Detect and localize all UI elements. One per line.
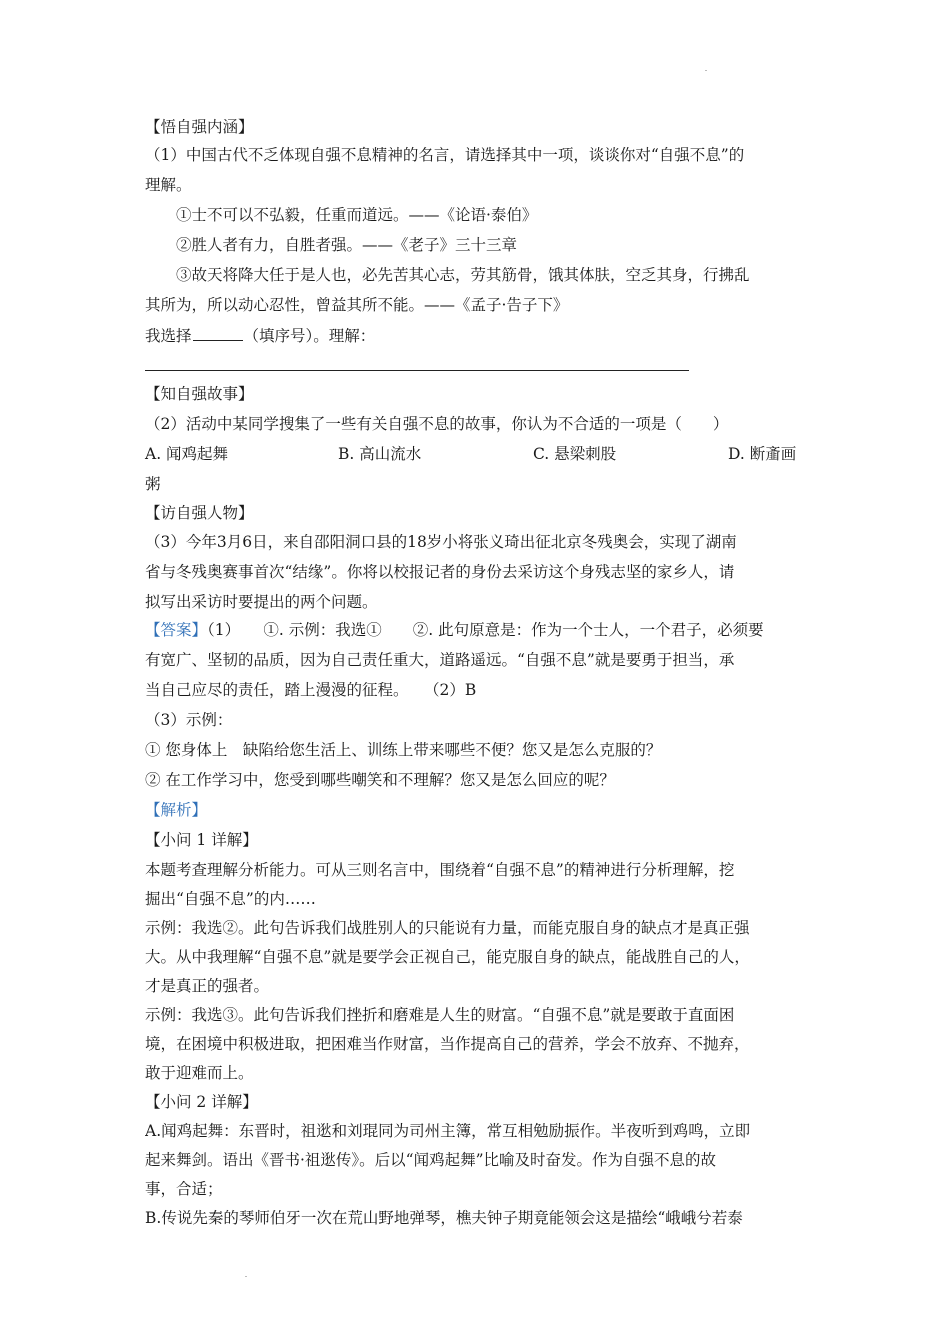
option-b: B. 高山流水 [338, 445, 422, 463]
option-d-continued: 粥 [145, 475, 161, 493]
option-d: D. 断齑画 [728, 445, 797, 463]
analysis-line: B.传说先秦的琴师伯牙一次在荒山野地弹琴，樵夫钟子期竟能领会这是描绘“峨峨兮若泰 [145, 1209, 743, 1227]
answer-line: （3）示例： [145, 711, 233, 729]
q1-text-line: 理解。 [145, 176, 192, 194]
analysis-line: A.闻鸡起舞：东晋时，祖逖和刘琨同为司州主簿，常互相勉励振作。半夜听到鸡鸣，立即 [145, 1122, 751, 1140]
bottom-corner-mark [245, 1276, 247, 1277]
analysis-line: 示例：我选③。此句告诉我们挫折和磨难是人生的财富。“自强不息”就是要敢于直面困 [145, 1006, 735, 1024]
answer-blank [193, 326, 243, 341]
top-corner-mark [705, 70, 707, 71]
choice-suffix: （填序号）。理解： [243, 327, 376, 345]
option-a: A. 闻鸡起舞 [145, 445, 229, 463]
analysis-line: 示例：我选②。此句告诉我们战胜别人的只能说有力量，而能克服自身的缺点才是真正强 [145, 919, 750, 937]
section-heading-2: 【知自强故事】 [145, 385, 254, 403]
analysis-label: 【解析】 [145, 801, 208, 819]
answer-line [145, 620, 810, 640]
section-heading-3: 【访自强人物】 [145, 504, 254, 522]
analysis-line: 事，合适； [145, 1180, 223, 1198]
q1-text-line: （1）中国古代不乏体现自强不息精神的名言，请选择其中一项，谈谈你对“自强不息”的 [145, 146, 745, 164]
answer-label: 【答案】 [145, 621, 208, 639]
q3-text-line: （3）今年3月6日，来自邵阳洞口县的18岁小将张义琦出征北京冬残奥会，实现了湖南 [145, 533, 737, 551]
q3-text-line: 拟写出采访时要提出的两个问题。 [145, 593, 378, 611]
analysis-line: 境，在困境中积极进取，把困难当作财富，当作提高自己的营养，学会不放弃、不抛弃， [145, 1035, 750, 1053]
answer-line: ① 您身体上 缺陷给您生活上、训练上带来哪些不便？您又是怎么克服的？ [145, 741, 662, 759]
answer-line: 当自己应尽的责任，踏上漫漫的征程。 （2）B [145, 681, 477, 699]
analysis-line: 掘出“自强不息”的内…… [145, 890, 316, 908]
answer-line: ② 在工作学习中，您受到哪些嘲笑和不理解？您又是怎么回应的呢？ [145, 771, 615, 789]
analysis-line: 本题考查理解分析能力。可从三则名言中，围绕着“自强不息”的精神进行分析理解，挖 [145, 861, 735, 879]
q3-text-line: 省与冬残奥赛事首次“结缘”。你将以校报记者的身份去采访这个身残志坚的家乡人，请 [145, 563, 735, 581]
sub-heading-2: 【小问 2 详解】 [145, 1093, 258, 1111]
choice-prefix: 我选择 [145, 327, 192, 345]
choice-line [145, 326, 810, 346]
option-c: C. 悬梁刺股 [533, 445, 617, 463]
analysis-line: 大。从中我理解“自强不息”就是要学会正视自己，能克服自身的缺点，能战胜自己的人， [145, 948, 750, 966]
q2-stem: （2）活动中某同学搜集了一些有关自强不息的故事，你认为不合适的一项是（ ） [145, 415, 729, 433]
sub-heading-1: 【小问 1 详解】 [145, 831, 258, 849]
answer-text: （1） ①. 示例：我选① ②. 此句原意是：作为一个士人，一个君子，必须要 [207, 621, 764, 639]
analysis-line: 起来舞剑。语出《晋书·祖逖传》。后以“闻鸡起舞”比喻及时奋发。作为自强不息的故 [145, 1151, 717, 1169]
section-heading-1: 【悟自强内涵】 [145, 118, 254, 136]
analysis-line: 才是真正的强者。 [145, 977, 270, 995]
answer-line: 有宽广、坚韧的品质，因为自己责任重大，道路遥远。“自强不息”就是要勇于担当，承 [145, 651, 735, 669]
quote-2: ②胜人者有力，自胜者强。——《老子》三十三章 [176, 236, 518, 254]
quote-3-line: 其所为，所以动心忍性，曾益其所不能。——《孟子·告子下》 [145, 296, 569, 314]
analysis-line: 敢于迎难而上。 [145, 1064, 254, 1082]
answer-underline [145, 370, 689, 371]
quote-1: ①士不可以不弘毅，任重而道远。——《论语·泰伯》 [176, 206, 538, 224]
quote-3-line: ③故天将降大任于是人也，必先苦其心志，劳其筋骨，饿其体肤，空乏其身，行拂乱 [176, 266, 750, 284]
